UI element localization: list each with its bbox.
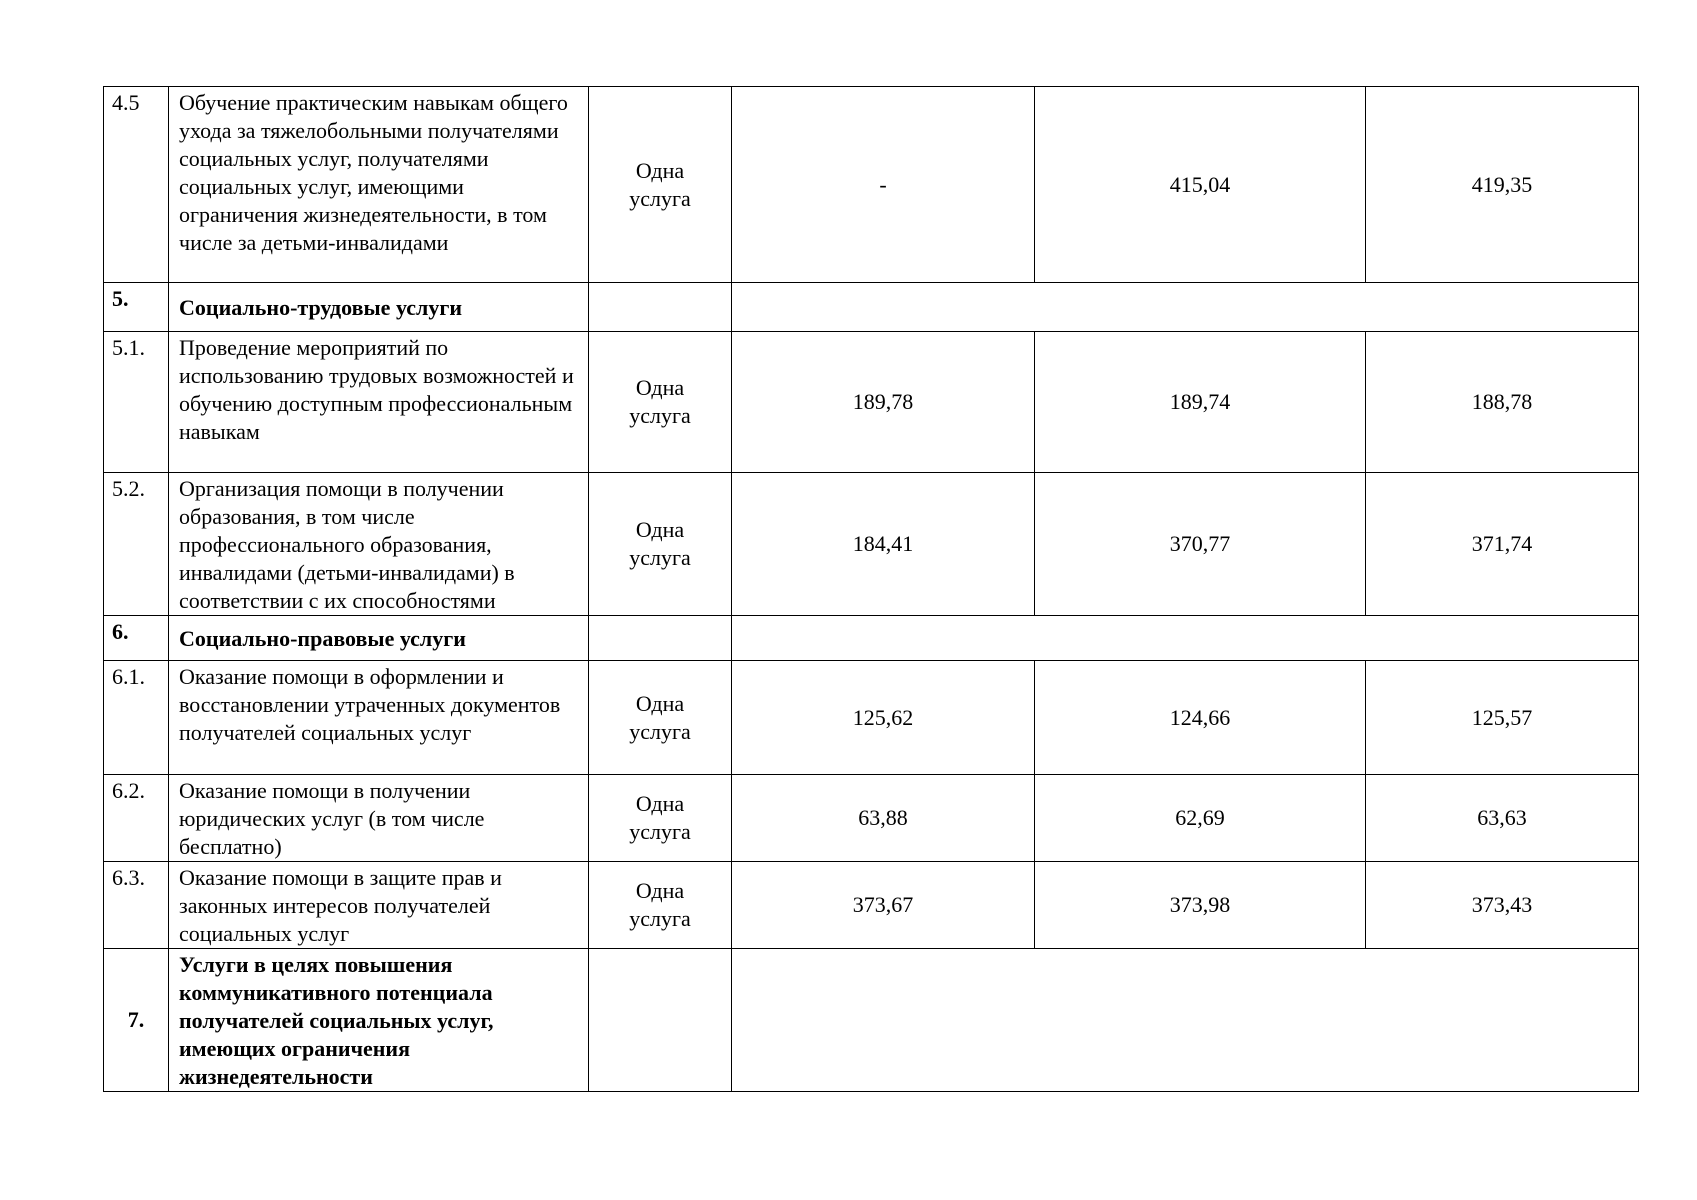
unit-cell — [589, 862, 732, 949]
row-number: 5.2. — [104, 473, 169, 616]
unit-line-1: Одна — [635, 517, 685, 542]
unit-cell — [589, 775, 732, 862]
value-col-3: 419,35 — [1366, 87, 1639, 283]
empty-merged-cell — [732, 283, 1639, 332]
value-col-2: 415,04 — [1035, 87, 1366, 283]
service-name: Оказание помощи в защите прав и законных интересов получателей социальных услуг — [169, 862, 589, 949]
value-col-2: 62,69 — [1035, 775, 1366, 862]
unit-cell — [589, 87, 732, 283]
table-row — [104, 862, 1639, 949]
section-row — [104, 616, 1639, 661]
service-name: Организация помощи в получении образования, в том числе профессионального образования, инвалидами (детьми-инвалидами) в соответствии с их способностями — [169, 473, 589, 616]
tariff-table — [103, 86, 1639, 1092]
value-col-2: 124,66 — [1035, 661, 1366, 775]
unit-line-2: услуга — [629, 906, 691, 931]
value-col-1: 184,41 — [732, 473, 1035, 616]
value-col-2: 189,74 — [1035, 332, 1366, 473]
unit-line-1: Одна — [635, 375, 685, 400]
unit-line-1: Одна — [635, 791, 685, 816]
value-col-2: 370,77 — [1035, 473, 1366, 616]
value-col-1: 63,88 — [732, 775, 1035, 862]
table-row — [104, 473, 1639, 616]
section-title: Услуги в целях повышения коммуникативного потенциала получателей социальных услуг, имеющих ограничения жизнедеятельности — [169, 949, 589, 1092]
unit-line-1: Одна — [635, 690, 685, 716]
empty-merged-cell — [732, 616, 1639, 661]
unit-cell — [589, 661, 732, 775]
value-col-1: 125,62 — [732, 661, 1035, 775]
unit-line-2: услуга — [629, 718, 691, 744]
value-col-2: 373,98 — [1035, 862, 1366, 949]
row-number: 5.1. — [104, 332, 169, 473]
unit-line-2: услуга — [629, 185, 691, 211]
value-col-3: 63,63 — [1366, 775, 1639, 862]
value-col-3: 188,78 — [1366, 332, 1639, 473]
table-row — [104, 661, 1639, 775]
value-col-3: 125,57 — [1366, 661, 1639, 775]
empty-cell — [589, 616, 732, 661]
unit-line-1: Одна — [635, 878, 685, 903]
unit-line-2: услуга — [629, 545, 691, 570]
unit-line-2: услуга — [629, 403, 691, 428]
empty-merged-cell — [732, 949, 1639, 1092]
value-col-3: 371,74 — [1366, 473, 1639, 616]
empty-cell — [589, 283, 732, 332]
unit-line-1: Одна — [635, 157, 685, 183]
value-col-1: 373,67 — [732, 862, 1035, 949]
empty-cell — [589, 949, 732, 1092]
section-number: 7. — [104, 949, 169, 1092]
service-name: Проведение мероприятий по использованию трудовых возможностей и обучению доступным профессиональным навыкам — [169, 332, 589, 473]
service-name: Оказание помощи в оформлении и восстановлении утраченных документов получателей социальных услуг — [169, 661, 589, 775]
section-row — [104, 949, 1639, 1092]
section-number: 6. — [104, 616, 169, 661]
unit-line-2: услуга — [629, 819, 691, 844]
service-name: Обучение практическим навыкам общего ухода за тяжелобольными получателями социальных услуг, получателями социальных услуг, имеющими ограничения жизнедеятельности, в том числе за детьми-инвалидами — [169, 87, 589, 283]
section-title: Социально-правовые услуги — [169, 616, 589, 661]
section-number: 5. — [104, 283, 169, 332]
row-number: 6.3. — [104, 862, 169, 949]
row-number: 6.1. — [104, 661, 169, 775]
section-row — [104, 283, 1639, 332]
table-row — [104, 775, 1639, 862]
row-number: 6.2. — [104, 775, 169, 862]
section-title: Социально-трудовые услуги — [169, 283, 589, 332]
value-col-3: 373,43 — [1366, 862, 1639, 949]
unit-cell — [589, 332, 732, 473]
row-number: 4.5 — [104, 87, 169, 283]
value-col-1: - — [732, 87, 1035, 283]
service-name: Оказание помощи в получении юридических услуг (в том числе бесплатно) — [169, 775, 589, 862]
value-col-1: 189,78 — [732, 332, 1035, 473]
table-row — [104, 87, 1639, 283]
table-row — [104, 332, 1639, 473]
unit-cell — [589, 473, 732, 616]
